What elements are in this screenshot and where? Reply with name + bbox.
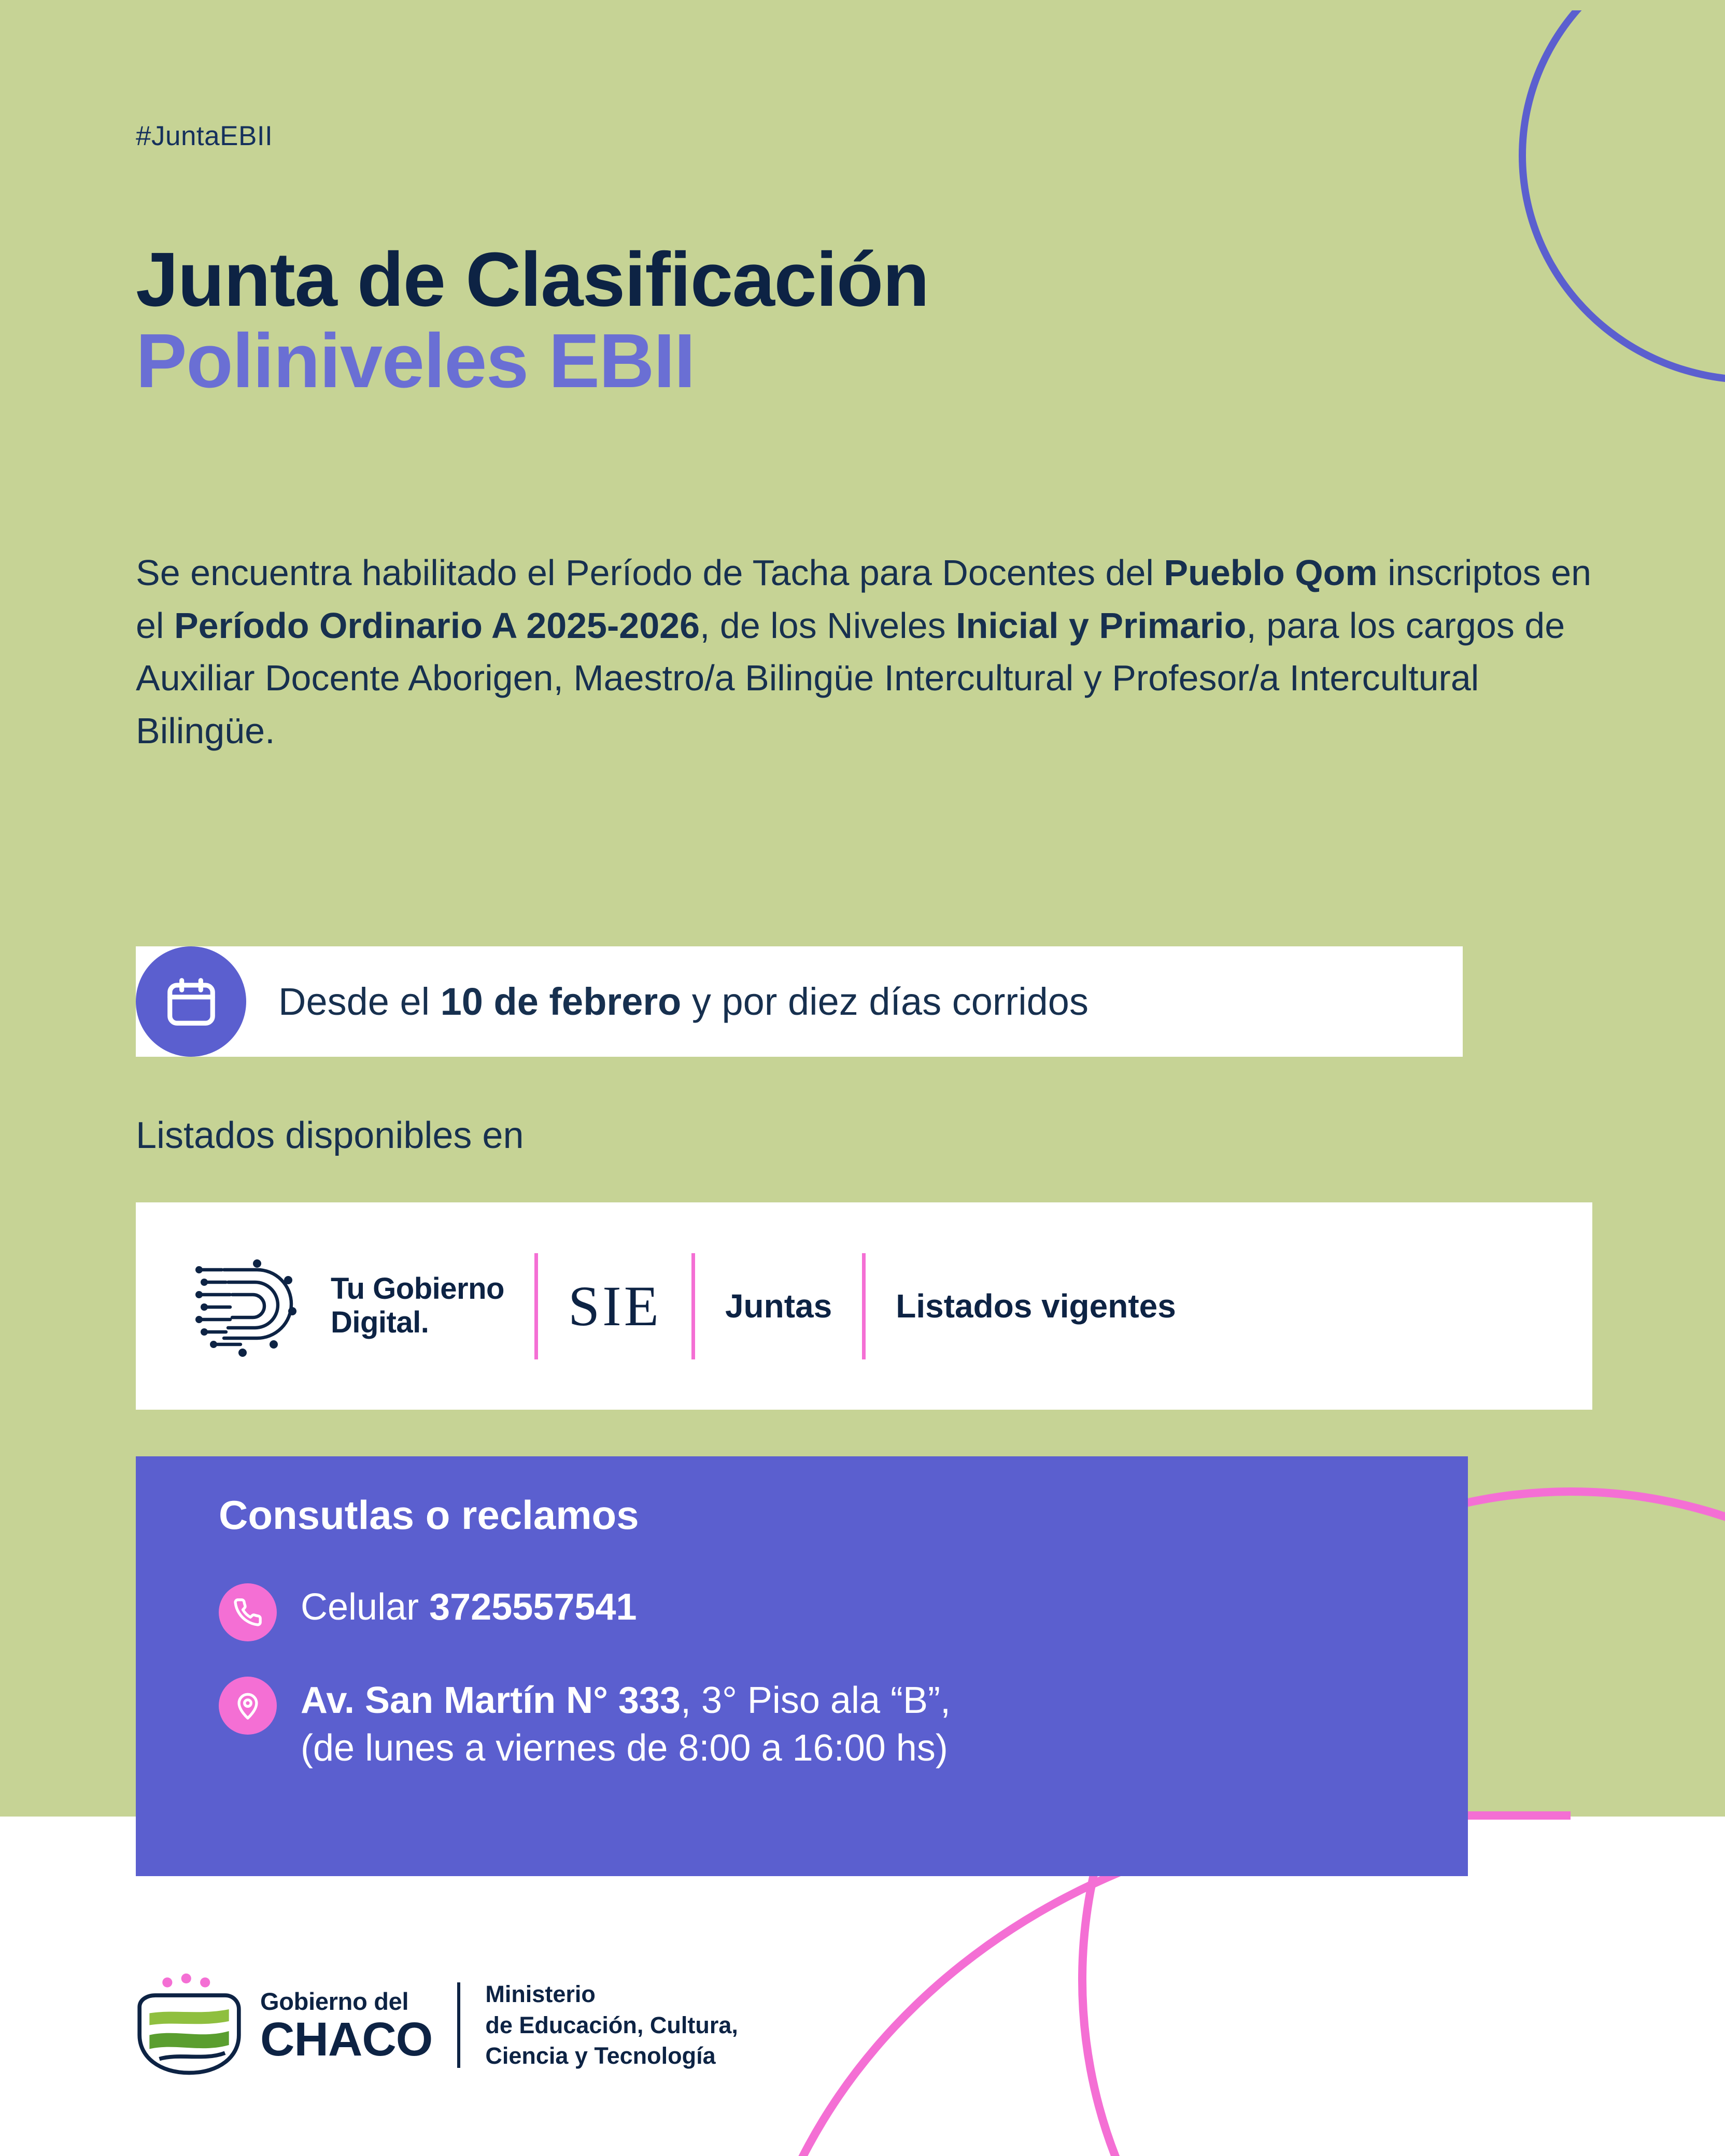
date-suffix: y por diez días corridos <box>681 980 1088 1023</box>
contact-title: Consutlas o reclamos <box>219 1492 639 1538</box>
paragraph-bold-pueblo-qom: Pueblo Qom <box>1164 552 1378 593</box>
ministry-line-2: de Educación, Cultura, <box>485 2011 738 2038</box>
footer <box>130 1969 738 2081</box>
tgd-line-1: Tu Gobierno <box>331 1272 504 1306</box>
divider <box>862 1253 866 1359</box>
divider <box>534 1253 538 1359</box>
phone-text <box>301 1583 637 1631</box>
paragraph-part-4: , para los cargos de Auxiliar Docente Aborigen, Maestro/a Bilingüe Intercultural y Profesor/a Intercultural Bilingüe. <box>136 605 1565 751</box>
paragraph-part-3: , de los Niveles <box>700 605 956 646</box>
address-line-2: (de lunes a viernes de 8:00 a 16:00 hs) <box>301 1727 948 1769</box>
chaco-wordmark <box>260 1987 433 2066</box>
phone-number: 3725557541 <box>429 1586 637 1628</box>
address-text <box>301 1677 951 1772</box>
logo-strip <box>136 1202 1592 1410</box>
calendar-icon <box>136 946 246 1057</box>
contact-row-address <box>219 1677 951 1772</box>
address-line-1 <box>301 1677 951 1724</box>
address-street: Av. San Martín N° 333 <box>301 1680 681 1721</box>
paragraph-bold-niveles: Inicial y Primario <box>956 605 1247 646</box>
page-title <box>136 239 1535 402</box>
contact-row-phone <box>219 1583 637 1641</box>
date-banner <box>136 946 1463 1057</box>
date-value: 10 de febrero <box>440 980 682 1023</box>
footer-divider <box>457 1982 460 2068</box>
listados-vigentes-label: Listados vigentes <box>896 1287 1176 1325</box>
title-primary: Junta de Clasificación <box>136 237 929 322</box>
description-paragraph <box>136 547 1623 757</box>
paragraph-part-2: inscriptos en el <box>136 552 1592 646</box>
juntas-label: Juntas <box>725 1287 832 1325</box>
chaco-label: CHACO <box>260 2013 433 2066</box>
ministry-text <box>485 1979 738 2071</box>
chaco-government-logo-icon <box>130 1969 249 2081</box>
sie-logo: SIE <box>568 1274 661 1338</box>
location-pin-icon <box>219 1677 277 1735</box>
listados-label: Listados disponibles en <box>136 1115 524 1156</box>
address-detail: , 3° Piso ala “B”, <box>681 1680 951 1721</box>
digital-network-icon <box>193 1246 317 1366</box>
tu-gobierno-digital-text <box>331 1272 504 1340</box>
tgd-line-2: Digital. <box>331 1306 429 1339</box>
ministry-line-1: Ministerio <box>485 1981 596 2008</box>
ministry-line-3: Ciencia y Tecnología <box>485 2042 716 2069</box>
phone-label: Celular <box>301 1586 430 1628</box>
hashtag: #JuntaEBII <box>136 121 273 151</box>
title-secondary: Poliniveles EBII <box>136 318 695 404</box>
divider <box>691 1253 695 1359</box>
date-prefix: Desde el <box>278 980 441 1023</box>
date-text <box>278 980 1088 1024</box>
phone-icon <box>219 1583 277 1641</box>
gobierno-del-label: Gobierno del <box>260 1988 409 2015</box>
contact-box <box>136 1456 1468 1876</box>
paragraph-part-1: Se encuentra habilitado el Período de Tacha para Docentes del <box>136 552 1164 593</box>
tu-gobierno-digital-logo <box>193 1246 504 1366</box>
paragraph-bold-periodo: Período Ordinario A 2025-2026 <box>174 605 700 646</box>
